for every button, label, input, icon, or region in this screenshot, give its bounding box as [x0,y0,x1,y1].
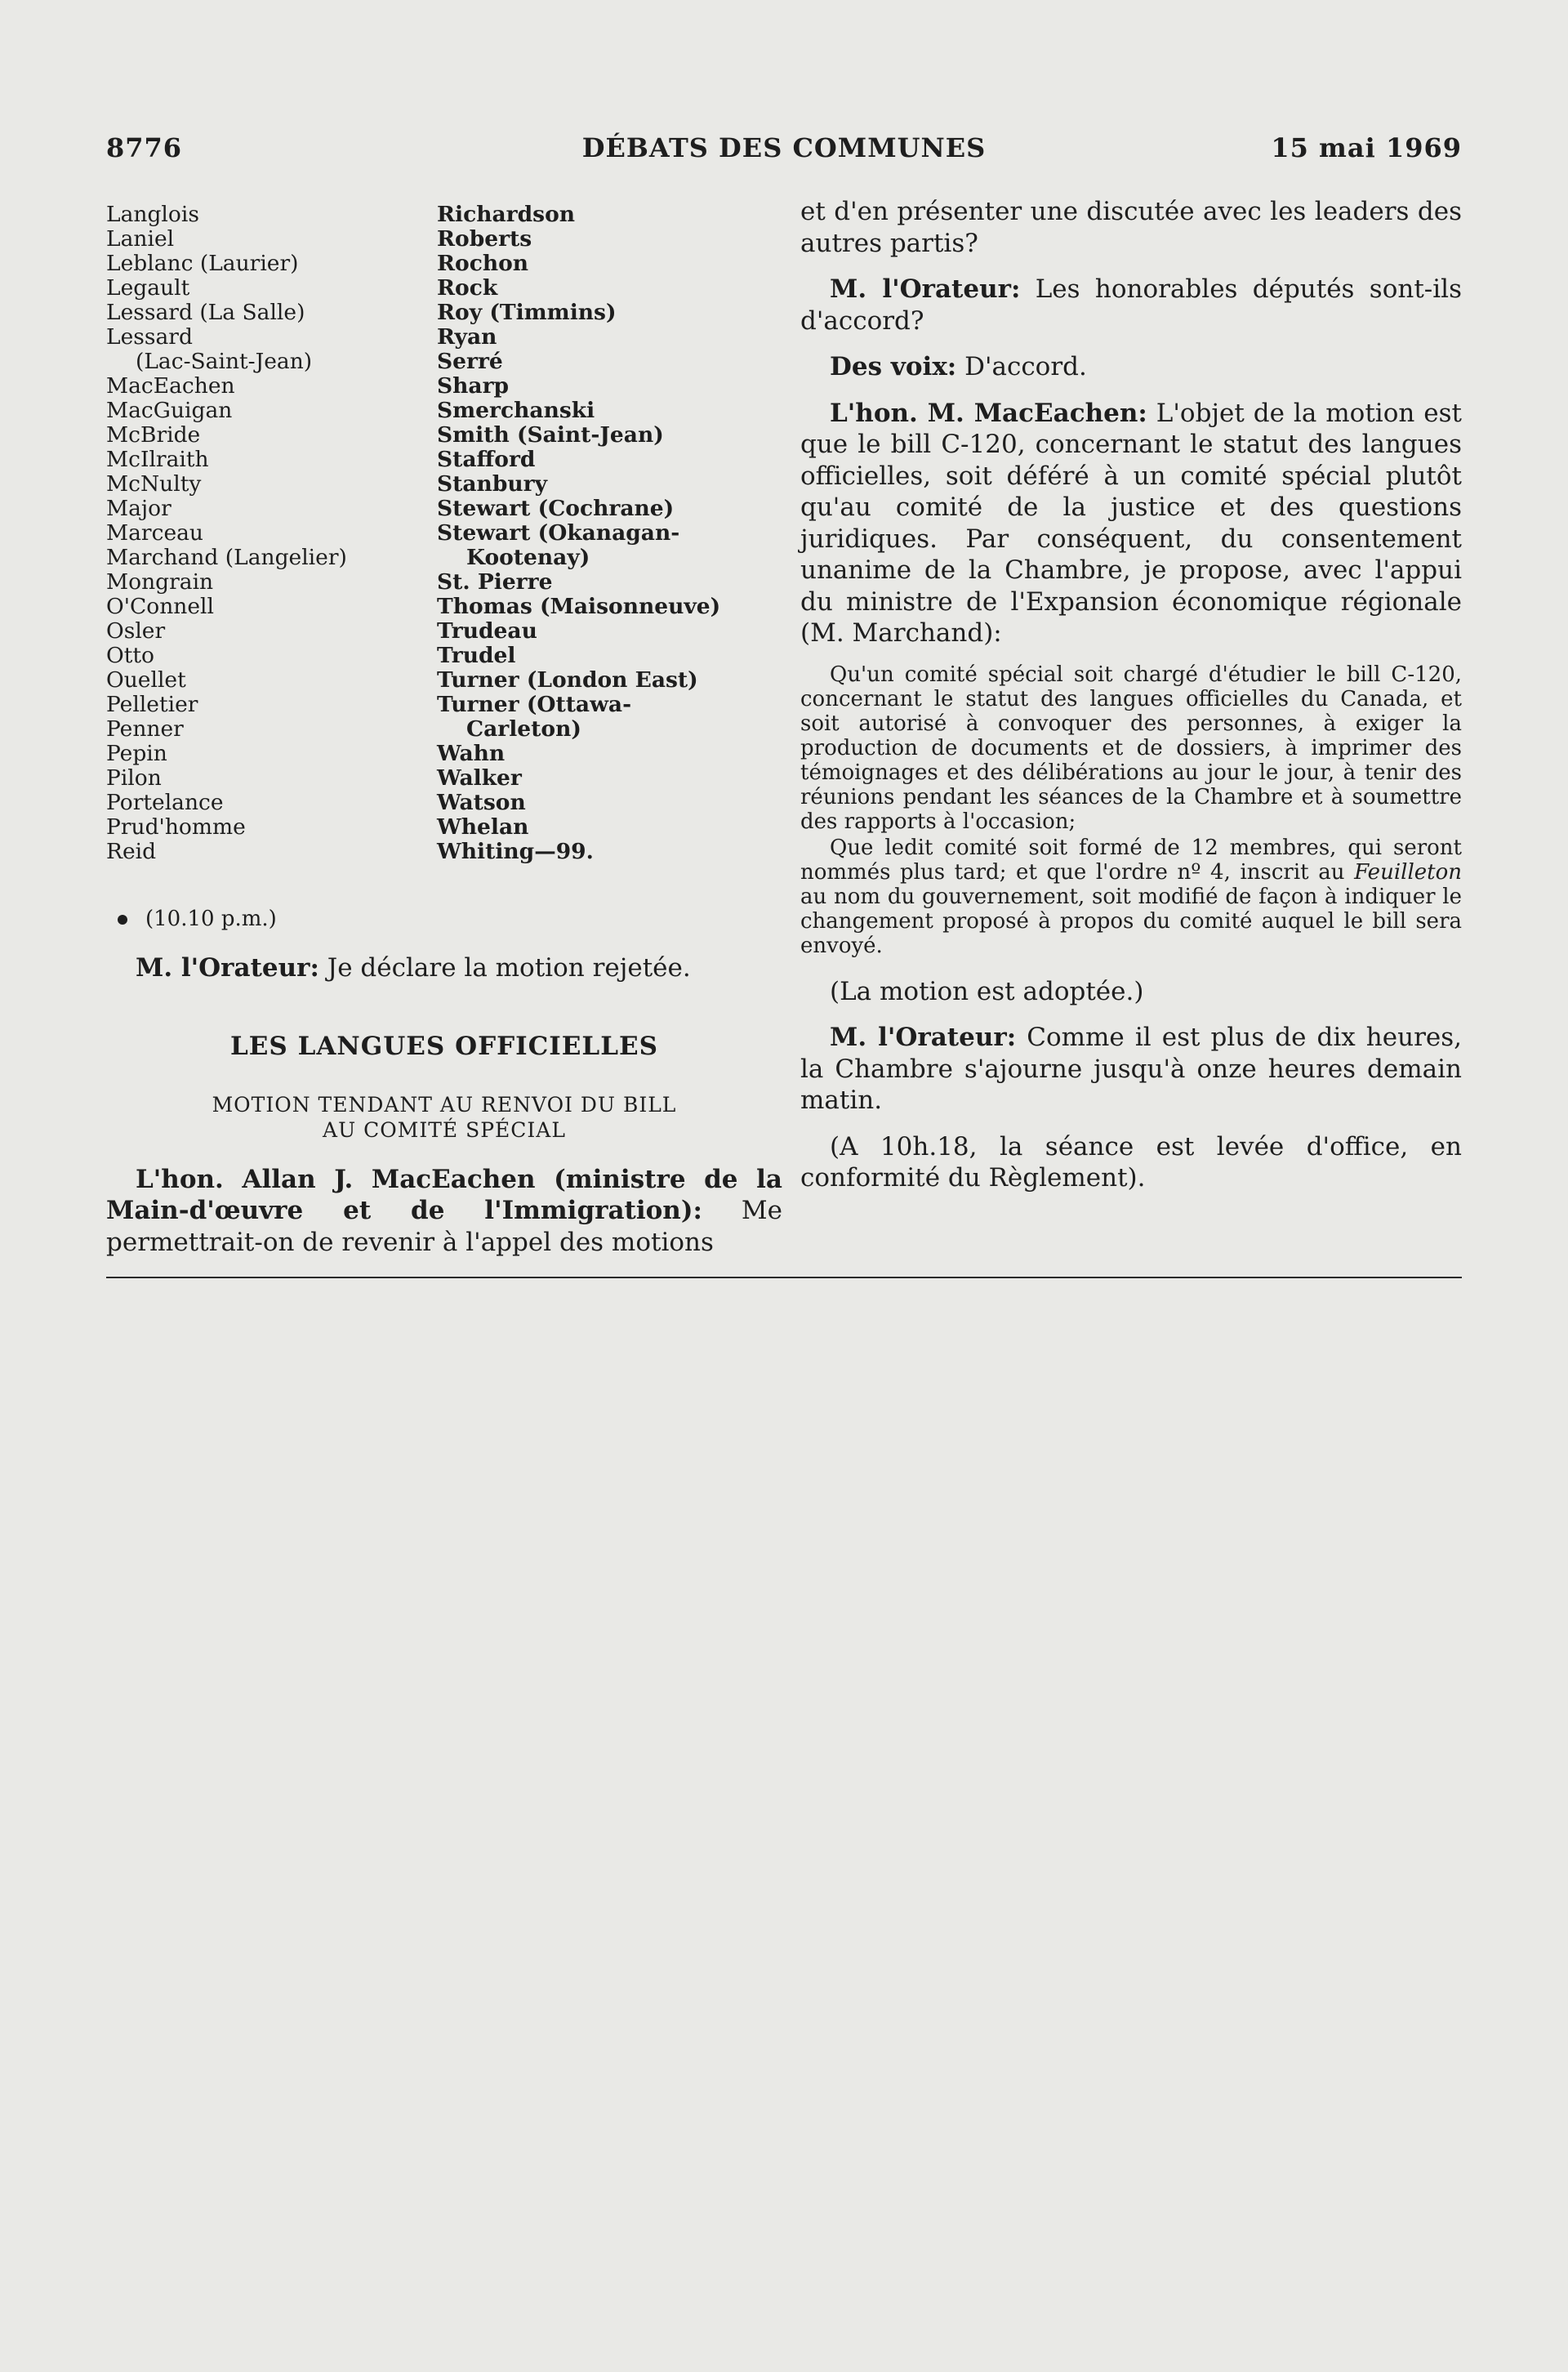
vote-name: Leblanc (Laurier) [106,251,299,276]
vote-name: Smith (Saint-Jean) [437,422,664,448]
vote-name: Marchand (Langelier) [106,545,347,570]
vote-name: Penner [106,716,184,742]
vote-name: Major [106,496,172,521]
vote-name: Turner (Ottawa- [437,692,632,717]
speaker-label: M. l'Orateur: [136,953,319,983]
ruling-text: Je déclare la motion rejetée. [318,953,691,983]
vote-name: Trudel [437,643,516,668]
vote-name: Mongrain [106,569,214,595]
vote-name: Ryan [437,324,497,350]
vote-name: Roy (Timmins) [437,300,617,325]
vote-name: Lessard [106,324,193,350]
bullet-icon [118,915,127,925]
vote-name: St. Pierre [437,569,553,595]
speaker-label: M. l'Orateur: [830,274,1021,304]
speech-text: Me permettrait-on de revenir à l'appel des motions [106,1196,782,1257]
vote-name: Langlois [106,202,199,227]
feuilleton-italic: Feuilleton [1354,859,1462,885]
vote-name: Walker [437,765,522,791]
vote-name: McNulty [106,471,202,497]
vote-name: Wahn [437,741,506,766]
section-subtitle [106,1092,782,1143]
vote-name: O'Connell [106,594,215,619]
orateur-adjournment [800,1022,1462,1117]
vote-name: McIlraith [106,447,209,472]
motion-text-1: Qu'un comité spécial soit chargé d'étudier le bill C-120, concernant le statut des langues officielles du Canada, et soit autorisé à convoquer des personnes, à exiger la production de documents et de dossiers, à imprimer des témoignages et des délibérations au jour le jour, à tenir des réunions pendant les séances de la Chambre et à soumettre des rapports à l'occasion; [800,662,1462,834]
closing-note: (A 10h.18, la séance est levée d'office, en conformité du Règlement). [800,1131,1462,1193]
vote-name: Stafford [437,447,536,472]
vote-name: MacEachen [106,373,235,399]
vote-name: Pelletier [106,692,198,717]
speaker-label: M. l'Orateur: [830,1023,1017,1052]
speech-text: Les honorables députés sont-ils d'accord? [800,274,1462,336]
speaker-label: L'hon. Allan J. MacEachen (ministre de la Main-d'œuvre et de l'Immigration): [106,1164,782,1225]
vote-name: Legault [106,275,190,301]
vote-name: Laniel [106,226,175,252]
publication-title: DÉBATS DES COMMUNES [581,132,987,163]
speaker-label: Des voix: [830,352,957,381]
vote-name: Rock [437,275,498,301]
vote-name: McBride [106,422,201,448]
vote-name: Whelan [437,814,529,840]
vote-name: Prud'homme [106,814,246,840]
vote-name: Pilon [106,765,162,791]
vote-name: Stanbury [437,471,547,497]
motion-text-2 [800,836,1462,958]
section-title: LES LANGUES OFFICIELLES [229,1031,659,1061]
vote-name: Portelance [106,790,224,815]
subtitle-line-1: MOTION TENDANT AU RENVOI DU BILL [212,1092,677,1117]
vote-name: Carleton) [466,716,581,742]
page-number: 8776 [106,132,183,163]
issue-date: 15 mai 1969 [1271,132,1462,163]
vote-name: Serré [437,349,503,374]
time-marker [118,907,782,931]
motion-text-part: Que ledit comité soit formé de 12 membres, qui seront nommés plus tard; et que l'ordre nº 4, inscrit au [800,835,1462,885]
vote-name: Stewart (Cochrane) [437,496,675,521]
vote-name: Watson [437,790,526,815]
speech-text: L'objet de la motion est que le bill C-120, concernant le statut des langues officielles, soit déféré à un comité spécial plutôt qu'au comité de la justice et des questions juridiques. Par conséquent, du consentement unanime de la Chambre, je propose, avec l'appui du ministre de l'Expansion économique régionale (M. Marchand): [800,398,1462,648]
vote-name: (Lac-Saint-Jean) [136,349,313,374]
vote-name: Roberts [437,226,532,252]
vote-name: Reid [106,839,157,864]
page-header [106,132,1462,173]
vote-name: Sharp [437,373,510,399]
time-marker-text: (10.10 p.m.) [145,907,277,931]
vote-name: Thomas (Maisonneuve) [437,594,721,619]
vote-list-column-1 [106,203,347,864]
speaker-label: L'hon. M. MacEachen: [830,398,1147,428]
speech-text: D'accord. [956,352,1087,381]
motion-text-part: au nom du gouvernement, soit modifié de façon à indiquer le changement proposé à propos du comité auquel le bill sera envoyé. [800,884,1462,958]
vote-name: Kootenay) [466,545,590,570]
left-column [106,203,782,1258]
vote-name: Pepin [106,741,167,766]
speech-continuation: et d'en présenter une discutée avec les leaders des autres partis? [800,197,1462,258]
vote-name: Lessard (La Salle) [106,300,305,325]
speaker-ruling [106,952,782,984]
vote-name: Stewart (Okanagan- [437,520,680,546]
vote-name: Otto [106,643,154,668]
vote-name: Trudeau [437,618,537,644]
vote-name: Whiting—99. [437,839,594,864]
motion-adopted: (La motion est adoptée.) [830,976,1144,1006]
vote-name: Rochon [437,251,529,276]
maceachen-request [106,1164,782,1259]
vote-name: Turner (London East) [437,667,698,693]
voices-reply [800,351,1462,383]
subtitle-line-2: AU COMITÉ SPÉCIAL [323,1117,566,1142]
vote-name: MacGuigan [106,398,233,423]
vote-name: Richardson [437,202,576,227]
vote-name: Smerchanski [437,398,595,423]
vote-name: Marceau [106,520,203,546]
orateur-question [800,274,1462,337]
bottom-rule [106,1277,1462,1278]
right-column [800,196,1462,1194]
vote-list [106,203,782,881]
vote-list-column-2 [437,203,720,864]
vote-name: Ouellet [106,667,186,693]
vote-name: Osler [106,618,166,644]
speech-text: Comme il est plus de dix heures, la Chambre s'ajourne jusqu'à onze heures demain matin. [800,1023,1462,1115]
maceachen-motion [800,398,1462,649]
